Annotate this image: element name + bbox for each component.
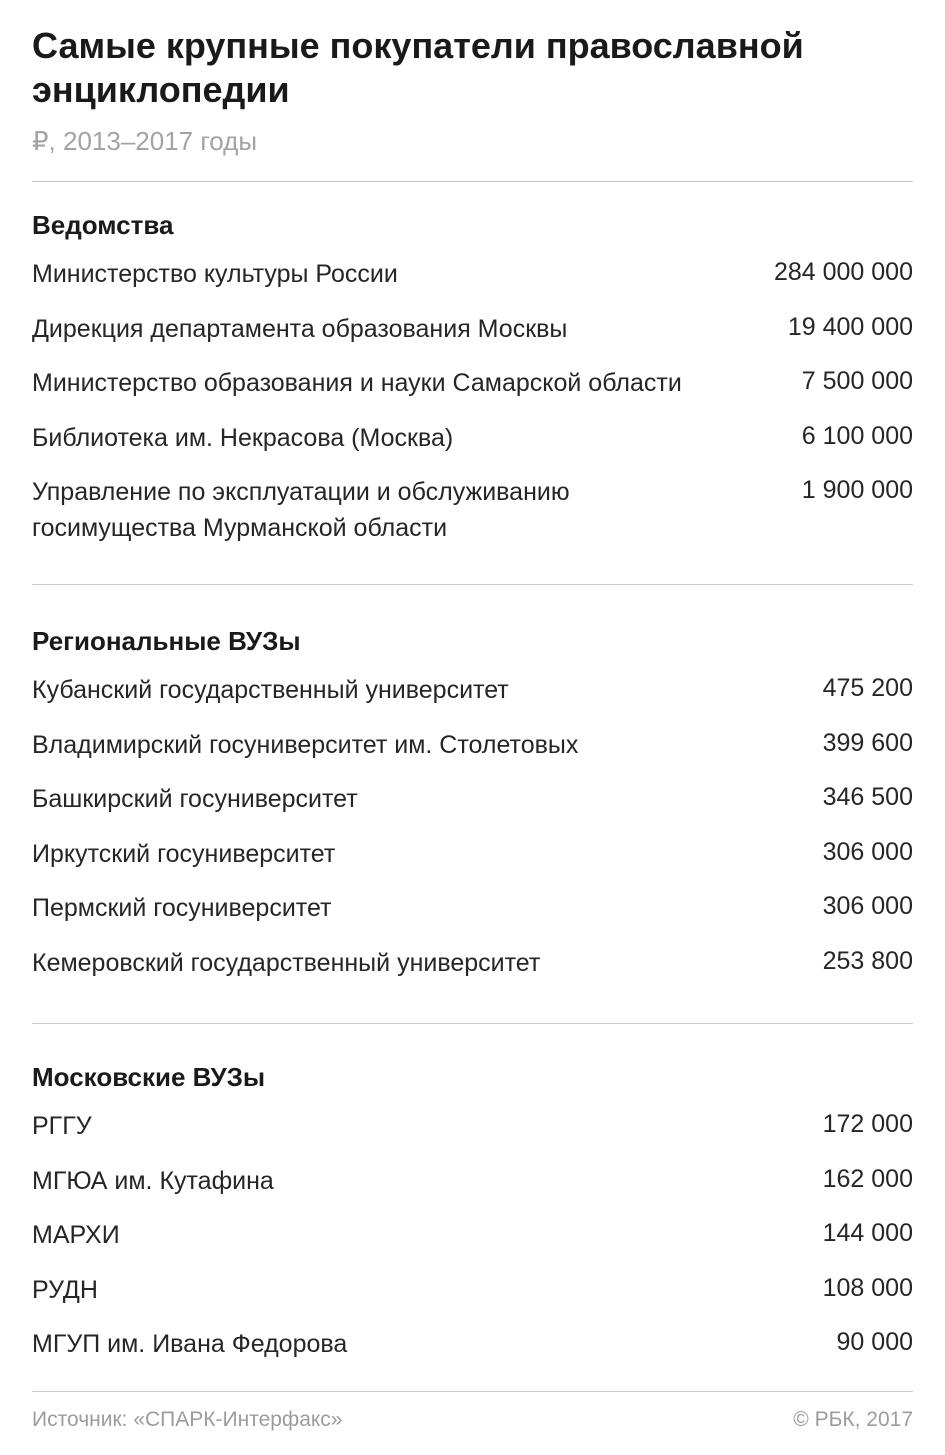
row-label: Министерство образования и науки Самарской области xyxy=(32,369,682,397)
table-row xyxy=(32,945,913,981)
row-value: 399 600 xyxy=(822,728,913,757)
table-row xyxy=(32,1217,913,1253)
section-regional-universities xyxy=(32,626,913,999)
row-value: 90 000 xyxy=(836,1328,913,1356)
row-value: 306 000 xyxy=(822,837,913,866)
table-row xyxy=(32,836,913,872)
row-value: 253 800 xyxy=(822,946,913,975)
table-row xyxy=(32,727,913,763)
row-label: Башкирский госуниверситет xyxy=(32,785,358,813)
table-row xyxy=(32,1272,913,1308)
row-label: Управление по эксплуатации и обслуживанию госимущества Мурманской области xyxy=(32,478,570,542)
table-row xyxy=(32,256,913,292)
table-row xyxy=(32,1163,913,1199)
copyright: © РБК, 2017 xyxy=(793,1408,913,1431)
section-title: Московские ВУЗы xyxy=(32,1062,266,1092)
row-label: МАРХИ xyxy=(32,1221,120,1249)
table-row xyxy=(32,420,913,456)
row-label: МГУП им. Ивана Федорова xyxy=(32,1330,348,1358)
row-label: РУДН xyxy=(32,1275,98,1304)
row-value: 6 100 000 xyxy=(801,421,913,450)
section-title: Региональные ВУЗы xyxy=(32,626,301,656)
table-rows xyxy=(32,256,913,546)
section-title: Ведомства xyxy=(32,210,174,240)
row-label: Иркутский госуниверситет xyxy=(32,839,336,868)
row-label: Владимирский госуниверситет им. Столетовых xyxy=(32,730,579,759)
table-row xyxy=(32,781,913,817)
row-value: 475 200 xyxy=(822,674,913,702)
row-label: Пермский госуниверситет xyxy=(32,894,332,922)
row-value: 172 000 xyxy=(822,1110,913,1138)
row-value: 144 000 xyxy=(822,1219,913,1247)
row-value: 19 400 000 xyxy=(787,312,913,341)
divider xyxy=(32,181,913,182)
row-value: 346 500 xyxy=(822,783,913,811)
infographic xyxy=(32,0,913,1455)
row-label: Кубанский государственный университет xyxy=(32,676,509,704)
row-label: Библиотека им. Некрасова (Москва) xyxy=(32,423,454,452)
divider xyxy=(32,1023,913,1024)
table-row xyxy=(32,672,913,708)
row-label: МГЮА им. Кутафина xyxy=(32,1166,274,1195)
row-value: 108 000 xyxy=(822,1273,913,1302)
table-row xyxy=(32,1108,913,1144)
footer xyxy=(32,1406,913,1434)
row-value: 162 000 xyxy=(822,1164,913,1193)
page-title: Самые крупные покупатели православной энциклопедии xyxy=(32,25,804,110)
section-agencies xyxy=(32,210,913,565)
table-rows xyxy=(32,672,913,981)
row-label: Дирекция департамента образования Москвы xyxy=(32,314,568,343)
row-value: 7 500 000 xyxy=(801,367,913,395)
divider xyxy=(32,1391,913,1392)
table-row xyxy=(32,311,913,347)
source-note: Источник: «СПАРК-Интерфакс» xyxy=(32,1408,343,1431)
table-row xyxy=(32,365,913,401)
row-label: Министерство культуры России xyxy=(32,260,398,288)
table-row xyxy=(32,890,913,926)
row-label: Кемеровский государственный университет xyxy=(32,948,541,977)
row-label: РГГУ xyxy=(32,1112,92,1140)
page-subtitle: ₽, 2013–2017 годы xyxy=(32,126,258,156)
section-moscow-universities xyxy=(32,1062,913,1381)
divider xyxy=(32,584,913,585)
table-row xyxy=(32,474,913,546)
table-rows xyxy=(32,1108,913,1362)
table-row xyxy=(32,1326,913,1362)
row-value: 306 000 xyxy=(822,892,913,920)
row-value: 284 000 000 xyxy=(773,258,913,286)
row-value: 1 900 000 xyxy=(801,476,913,504)
